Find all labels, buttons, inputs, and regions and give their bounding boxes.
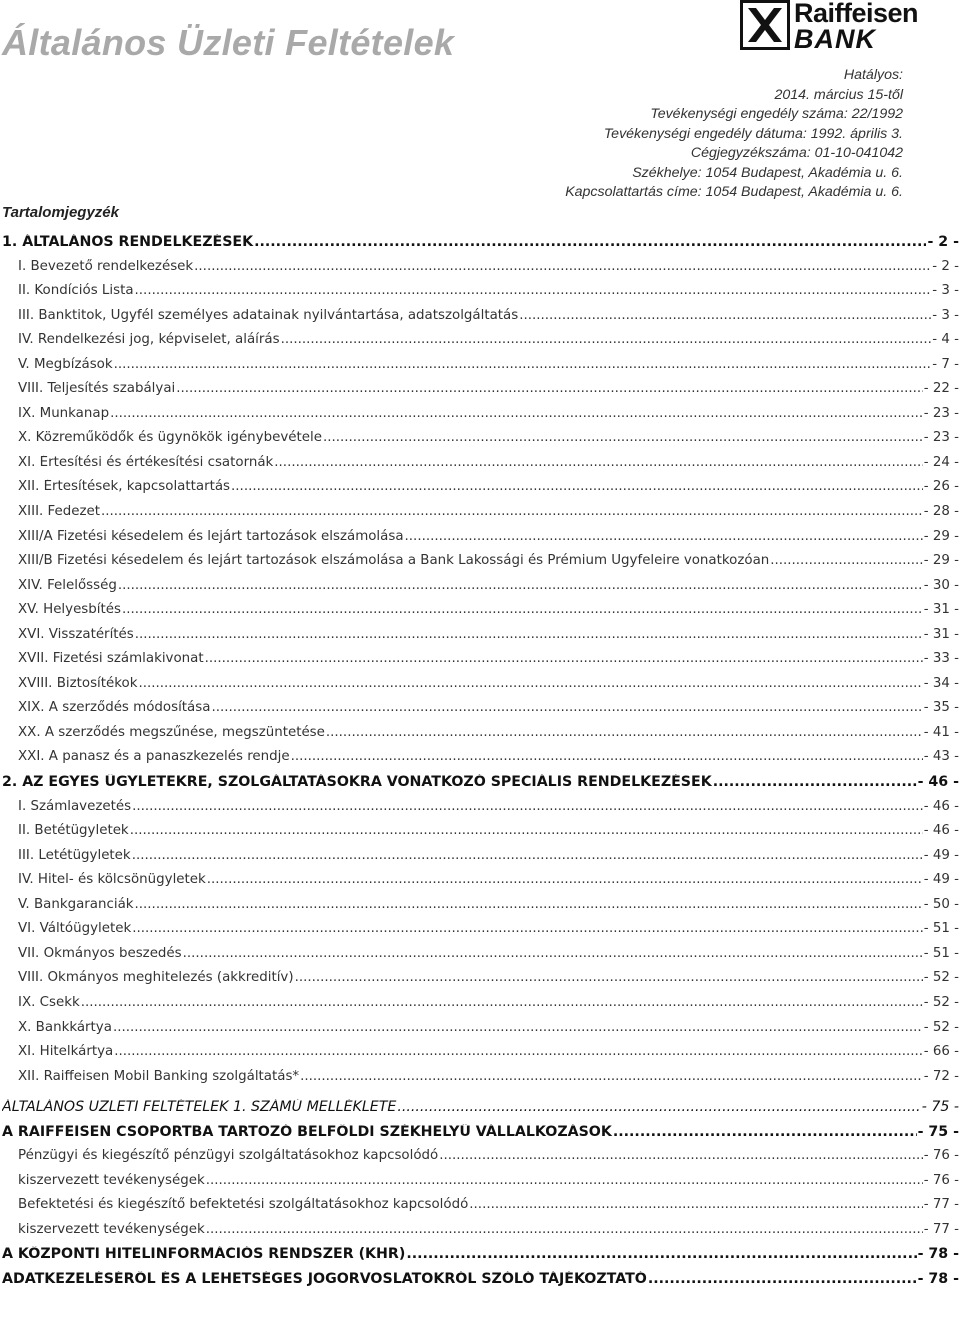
toc-entry-label: XV. Helyesbítés (18, 602, 121, 618)
toc-entry[interactable] (2, 357, 959, 382)
toc-entry-page: - 51 - (923, 945, 959, 961)
toc-entry-label: X. Bankkártya (18, 1019, 112, 1035)
logo-text-bank: BANK (794, 24, 876, 54)
toc-entry-label: ADATKEZELÉSÉRŐL ÉS A LEHETSÉGES JOGORVOSLATOKRÓL SZÓLÓ TÁJÉKOZTATÓ (2, 1270, 647, 1287)
toc-entry-page: - 33 - (923, 651, 959, 667)
toc-leader-dots (135, 627, 923, 642)
toc-entry-label: III. Letétügyletek (18, 847, 131, 863)
toc-entry-page: - 3 - (932, 283, 959, 299)
toc-leader-dots (613, 1124, 917, 1140)
toc-entry[interactable] (2, 381, 959, 406)
toc-leader-dots (291, 749, 923, 764)
toc-leader-dots (132, 848, 923, 863)
toc-leader-dots (207, 872, 923, 887)
toc-leader-dots (326, 725, 923, 740)
raiffeisen-gable-icon (740, 0, 790, 50)
table-of-contents (2, 234, 959, 1296)
toc-leader-dots (254, 234, 926, 250)
document-title: Általános Üzleti Feltételek (2, 22, 455, 63)
toc-entry-label: Pénzügyi és kiegészítő pénzügyi szolgáltatásokhoz kapcsolódó (18, 1148, 439, 1164)
toc-leader-dots (231, 479, 923, 494)
toc-entry-label: VIII. Okmányos meghitelezés (akkreditív) (18, 970, 294, 986)
toc-entry[interactable] (2, 995, 959, 1020)
toc-entry[interactable] (2, 921, 959, 946)
toc-entry[interactable] (2, 553, 959, 578)
toc-leader-dots (469, 1197, 922, 1212)
toc-entry[interactable] (2, 332, 959, 357)
toc-entry[interactable] (2, 725, 959, 750)
toc-entry[interactable] (2, 602, 959, 627)
toc-entry-page: - 26 - (923, 479, 959, 495)
toc-entry-page: - 76 - (923, 1172, 959, 1188)
toc-leader-dots (323, 430, 923, 445)
toc-entry-page: - 23 - (923, 405, 959, 421)
toc-entry-page: - 31 - (923, 602, 959, 618)
toc-leader-dots (713, 774, 917, 790)
toc-entry-label: II. Kondíciós Lista (18, 283, 134, 299)
toc-entry[interactable] (2, 774, 959, 799)
toc-entry-label: A RAIFFEISEN CSOPORTBA TARTOZÓ BELFÖLDI SZÉKHELYŰ VÁLLALKOZÁSOK (2, 1123, 612, 1140)
toc-entry[interactable] (2, 1044, 959, 1069)
toc-leader-dots (519, 308, 931, 323)
toc-entry[interactable] (2, 627, 959, 652)
toc-entry-label: XIII/B Fizetési késedelem és lejárt tartozások elszámolása a Bank Lakossági és Prémium Ügyfeleire vonatkozóan (18, 553, 770, 569)
toc-entry-label: XI. Értesítési és értékesítési csatornák (18, 454, 274, 470)
toc-entry-label: V. Megbízások (18, 356, 113, 372)
toc-entry-label: XIX. A szerződés módosítása (18, 700, 211, 716)
toc-leader-dots (648, 1271, 917, 1287)
toc-entry[interactable] (2, 1020, 959, 1045)
toc-leader-dots (397, 1099, 920, 1115)
toc-entry-label: XIV. Felelősség (18, 577, 117, 593)
toc-entry[interactable] (2, 872, 959, 897)
toc-leader-dots (132, 921, 923, 936)
toc-entry-page: - 34 - (923, 675, 959, 691)
toc-entry-page: - 52 - (923, 1019, 959, 1035)
toc-entry-label: VI. Váltóügyletek (18, 921, 132, 937)
header-info-line: Hatályos: (843, 67, 903, 83)
toc-entry-page: - 75 - (917, 1123, 959, 1140)
toc-entry-label: 2. AZ EGYES ÜGYLETEKRE, SZOLGÁLTATÁSOKRA VONATKOZÓ SPECIÁLIS RENDELKEZÉSEK (2, 774, 712, 791)
header-info-line: Cégjegyzékszáma: 01-10-041042 (690, 145, 903, 161)
toc-entry[interactable] (2, 799, 959, 824)
toc-entry[interactable] (2, 897, 959, 922)
toc-entry[interactable] (2, 283, 959, 308)
toc-entry-page: - 46 - (917, 774, 959, 791)
toc-leader-dots (138, 676, 922, 691)
toc-entry[interactable] (2, 749, 959, 774)
toc-entry[interactable] (2, 1069, 959, 1094)
header-info-line: 2014. március 15-től (774, 86, 903, 103)
toc-leader-dots (206, 1173, 923, 1188)
toc-entry[interactable] (2, 259, 959, 284)
toc-entry-label: Befektetési és kiegészítő befektetési szolgáltatásokhoz kapcsolódó (18, 1197, 469, 1213)
toc-entry[interactable] (2, 1124, 959, 1149)
toc-entry[interactable] (2, 578, 959, 603)
toc-entry-page: - 66 - (923, 1044, 959, 1060)
toc-entry-label: IV. Rendelkezési jog, képviselet, aláírás (18, 332, 280, 348)
toc-entry[interactable] (2, 970, 959, 995)
toc-leader-dots (405, 529, 923, 544)
toc-leader-dots (122, 602, 923, 617)
toc-entry[interactable] (2, 504, 959, 529)
toc-entry-label: XXI. A panasz és a panaszkezelés rendje (18, 749, 290, 765)
toc-entry[interactable] (2, 1197, 959, 1222)
header-info-line: Székhelye: 1054 Budapest, Akadémia u. 6. (632, 164, 903, 181)
toc-leader-dots (81, 995, 923, 1010)
toc-entry-page: - 51 - (923, 921, 959, 937)
toc-heading: Tartalomjegyzék (2, 204, 119, 221)
toc-entry-label: I. Számlavezetés (18, 798, 132, 814)
toc-entry[interactable] (2, 848, 959, 873)
toc-entry-label: XIII/A Fizetési késedelem és lejárt tartozások elszámolása (18, 528, 404, 544)
toc-leader-dots (211, 700, 922, 715)
toc-leader-dots (113, 1020, 923, 1035)
toc-entry-label: ÁLTALÁNOS ÜZLETI FELTÉTELEK 1. SZÁMÚ MELLÉKLETE (2, 1099, 397, 1116)
toc-entry-page: - 52 - (923, 970, 959, 986)
toc-entry-page: - 2 - (927, 234, 959, 250)
toc-entry-label: II. Betétügyletek (18, 823, 129, 839)
toc-entry-page: - 35 - (923, 700, 959, 716)
toc-entry[interactable] (2, 651, 959, 676)
header-info-line: Tevékenységi engedély száma: 22/1992 (650, 106, 903, 122)
toc-entry[interactable] (2, 1173, 959, 1198)
toc-entry-label: VIII. Teljesítés szabályai (18, 381, 176, 397)
toc-entry-page: - 41 - (923, 724, 959, 740)
toc-entry-page: - 29 - (923, 553, 959, 569)
toc-entry[interactable] (2, 1148, 959, 1173)
toc-entry-page: - 3 - (932, 307, 959, 323)
toc-entry-label: XVII. Fizetési számlakivonat (18, 651, 204, 667)
toc-entry-page: - 49 - (923, 872, 959, 888)
toc-entry[interactable] (2, 430, 959, 455)
toc-entry-page: - 77 - (923, 1221, 959, 1237)
toc-leader-dots (135, 283, 932, 298)
toc-leader-dots (406, 1246, 916, 1262)
toc-entry-page: - 76 - (923, 1148, 959, 1164)
toc-entry-page: - 78 - (917, 1246, 959, 1263)
toc-entry-page: - 23 - (923, 430, 959, 446)
toc-entry[interactable] (2, 529, 959, 554)
toc-entry-label: A KÖZPONTI HITELINFORMÁCIÓS RENDSZER (KHR) (2, 1246, 406, 1263)
toc-entry-label: X. Közreműködők és ügynökök igénybevétele (18, 430, 322, 446)
toc-entry-label: XVI. Visszatérítés (18, 626, 134, 642)
toc-entry-label: III. Banktitok, Ügyfél személyes adatainak nyilvántartása, adatszolgáltatás (18, 307, 519, 323)
toc-leader-dots (114, 1044, 923, 1059)
toc-entry-page: - 4 - (932, 332, 959, 348)
toc-entry-page: - 22 - (923, 381, 959, 397)
toc-leader-dots (183, 946, 923, 961)
toc-entry[interactable] (2, 676, 959, 701)
toc-entry-page: - 30 - (923, 577, 959, 593)
toc-entry-page: - 77 - (923, 1197, 959, 1213)
raiffeisen-logo (740, 0, 930, 54)
toc-entry-label: XVIII. Biztosítékok (18, 675, 138, 691)
toc-leader-dots (295, 970, 923, 985)
toc-entry-label: IV. Hitel- és kölcsönügyletek (18, 872, 206, 888)
toc-entry-page: - 52 - (923, 994, 959, 1010)
toc-entry-page: - 2 - (932, 258, 959, 274)
toc-entry-label: I. Bevezető rendelkezések (18, 258, 194, 274)
toc-leader-dots (176, 381, 923, 396)
header-info (565, 66, 903, 203)
toc-entry-label: IX. Munkanap (18, 405, 110, 421)
toc-entry-label: XIII. Fedezet (18, 504, 100, 520)
toc-entry-page: - 28 - (923, 504, 959, 520)
toc-entry-label: VII. Okmányos beszedés (18, 945, 182, 961)
toc-entry-page: - 78 - (917, 1270, 959, 1287)
toc-entry-label: 1. ÁLTALÁNOS RENDELKEZÉSEK (2, 234, 254, 250)
toc-leader-dots (132, 799, 923, 814)
logo-text-raiffeisen: Raiffeisen (794, 0, 919, 28)
header-info-line: Kapcsolattartás címe: 1054 Budapest, Akadémia u. 6. (565, 184, 903, 200)
toc-entry[interactable] (2, 479, 959, 504)
toc-entry[interactable] (2, 234, 959, 259)
toc-entry[interactable] (2, 946, 959, 971)
toc-entry-label: XX. A szerződés megszűnése, megszüntetése (18, 724, 325, 740)
toc-leader-dots (135, 897, 923, 912)
toc-leader-dots (439, 1148, 923, 1163)
toc-entry-page: - 50 - (923, 896, 959, 912)
toc-leader-dots (770, 553, 923, 568)
toc-entry-page: - 49 - (923, 847, 959, 863)
toc-entry[interactable] (2, 406, 959, 431)
toc-leader-dots (110, 406, 923, 421)
toc-entry-page: - 24 - (923, 454, 959, 470)
toc-entry-label: XII. Raiffeisen Mobil Banking szolgáltatás* (18, 1068, 300, 1084)
toc-leader-dots (206, 1222, 923, 1237)
toc-entry[interactable] (2, 1099, 959, 1124)
toc-entry[interactable] (2, 823, 959, 848)
toc-entry[interactable] (2, 1222, 959, 1247)
toc-entry-page: - 46 - (923, 823, 959, 839)
toc-entry-label: XII. Értesítések, kapcsolattartás (18, 479, 231, 495)
header-info-line: Tevékenységi engedély dátuma: 1992. április 3. (603, 125, 903, 142)
toc-entry-label: kiszervezett tevékenységek (18, 1221, 205, 1237)
toc-entry-page: - 72 - (923, 1068, 959, 1084)
toc-entry-page: - 46 - (923, 798, 959, 814)
toc-entry-page: - 29 - (923, 528, 959, 544)
toc-leader-dots (130, 823, 923, 838)
toc-leader-dots (101, 504, 923, 519)
toc-entry-page: - 43 - (923, 749, 959, 765)
toc-leader-dots (300, 1069, 923, 1084)
toc-leader-dots (114, 357, 932, 372)
toc-entry[interactable] (2, 1246, 959, 1271)
toc-entry-label: kiszervezett tevékenységek (18, 1172, 205, 1188)
toc-entry-label: XI. Hitelkártya (18, 1044, 114, 1060)
toc-entry[interactable] (2, 308, 959, 333)
toc-leader-dots (194, 259, 931, 274)
toc-entry-label: IX. Csekk (18, 994, 80, 1010)
toc-entry[interactable] (2, 700, 959, 725)
toc-leader-dots (281, 332, 932, 347)
toc-entry[interactable] (2, 455, 959, 480)
toc-entry-label: V. Bankgaranciák (18, 896, 134, 912)
toc-entry-page: - 75 - (921, 1099, 959, 1116)
toc-leader-dots (118, 578, 923, 593)
toc-leader-dots (274, 455, 922, 470)
toc-leader-dots (205, 651, 923, 666)
toc-entry-page: - 31 - (923, 626, 959, 642)
toc-entry-page: - 7 - (932, 356, 959, 372)
toc-entry[interactable] (2, 1271, 959, 1296)
